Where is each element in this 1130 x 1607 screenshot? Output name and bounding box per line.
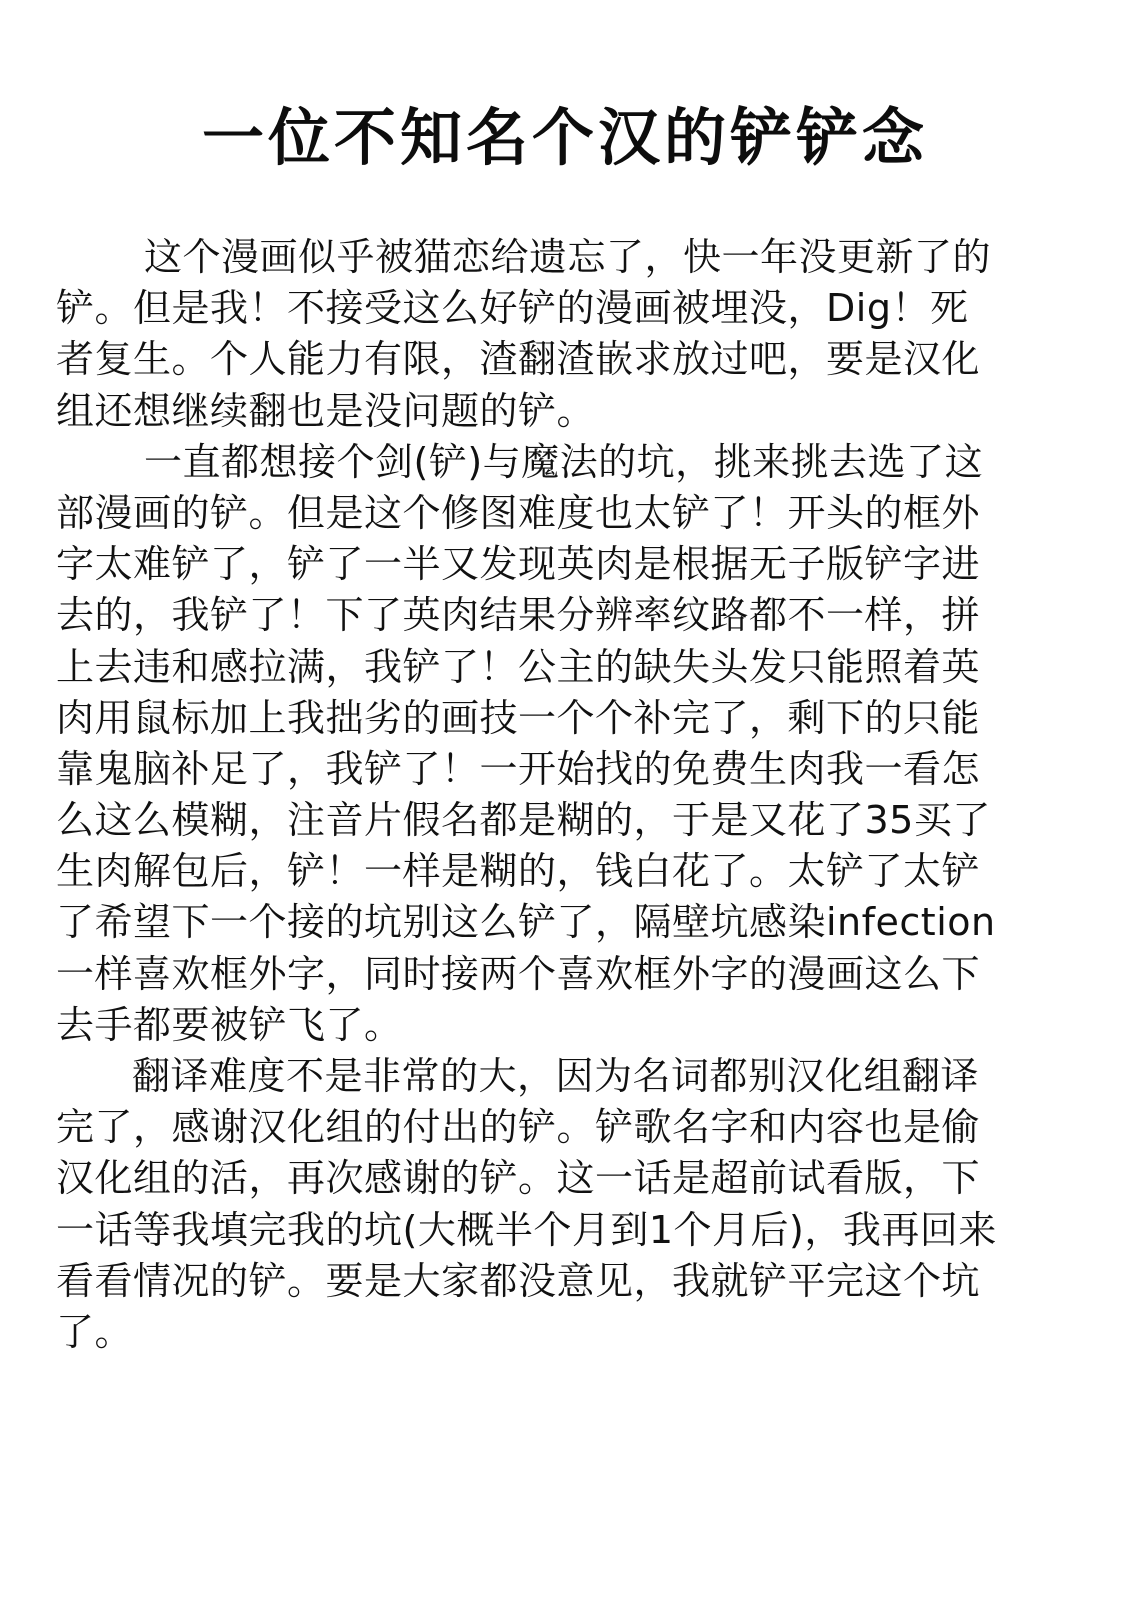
text-line: 汉化组的活，再次感谢的铲。这一话是超前试看版，下	[56, 1156, 981, 1201]
text-line: 么这么模糊，注音片假名都是糊的，于是又花了35买了	[56, 798, 991, 843]
text-line: 肉用鼠标加上我拙劣的画技一个个补完了，剩下的只能	[56, 695, 981, 740]
body-text	[56, 232, 1066, 1358]
text-line: 部漫画的铲。但是这个修图难度也太铲了！开头的框外	[56, 490, 981, 535]
text-line: 完了，感谢汉化组的付出的铲。铲歌名字和内容也是偷	[56, 1105, 981, 1150]
text-line: 字太难铲了，铲了一半又发现英肉是根据无子版铲字进	[56, 542, 981, 587]
paragraph-2	[56, 437, 1066, 1051]
text-line: 一直都想接个剑(铲)与魔法的坑，挑来挑去选了这	[144, 439, 984, 484]
text-line: 上去违和感拉满，我铲了！公主的缺失头发只能照着英	[56, 644, 981, 689]
text-line: 一话等我填完我的坑(大概半个月到1个月后)，我再回来	[56, 1207, 997, 1252]
text-line: 组还想继续翻也是没问题的铲。	[56, 388, 596, 433]
text-line: 者复生。个人能力有限，渣翻渣嵌求放过吧，要是汉化	[56, 337, 981, 382]
text-line: 了希望下一个接的坑别这么铲了，隔壁坑感染infection	[56, 900, 996, 945]
text-line: 去手都要被铲飞了。	[56, 1002, 403, 1047]
paragraph-3	[56, 1051, 1066, 1358]
text-line: 翻译难度不是非常的大，因为名词都别汉化组翻译	[132, 1054, 980, 1098]
text-line: 去的，我铲了！下了英肉结果分辨率纹路都不一样，拼	[56, 593, 981, 638]
text-line: 看看情况的铲。要是大家都没意见，我就铲平完这个坑	[56, 1258, 981, 1303]
text-line: 生肉解包后，铲！一样是糊的，钱白花了。太铲了太铲	[56, 849, 981, 894]
text-line: 了。	[56, 1309, 134, 1354]
text-line: 铲。但是我！不接受这么好铲的漫画被埋没，Dig！死	[56, 286, 969, 331]
text-line: 一样喜欢框外字，同时接两个喜欢框外字的漫画这么下	[56, 951, 981, 996]
text-line: 靠鬼脑补足了，我铲了！一开始找的免费生肉我一看怎	[56, 746, 981, 791]
paragraph-1	[56, 232, 1066, 437]
page-title: 一位不知名个汉的铲铲念	[201, 101, 928, 174]
text-line: 这个漫画似乎被猫恋给遗忘了，快一年没更新了的	[144, 235, 992, 279]
